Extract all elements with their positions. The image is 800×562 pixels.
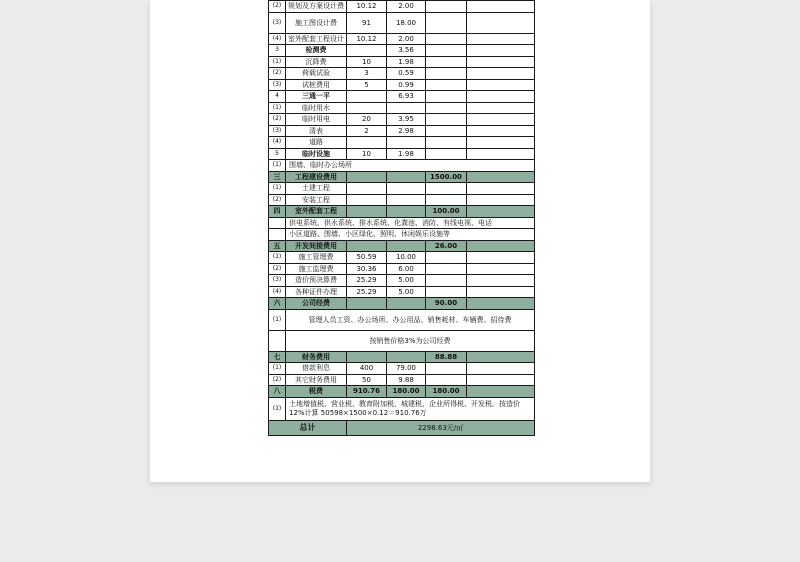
table-cell [467,206,535,218]
cell-amount: 6.93 [387,91,426,103]
row-description: 按销售价格3%为公司经费 [286,330,535,351]
section-title: 税费 [286,386,347,398]
cell-note [467,252,535,264]
cell-subtotal [426,79,467,91]
row-name: 其它财务费用 [286,374,347,386]
table-row [269,286,535,298]
row-number: (2) [269,114,286,126]
cell-subtotal [426,374,467,386]
section-title: 开发间接费用 [286,240,347,252]
table-cell [387,240,426,252]
table-row [269,240,535,252]
cell-amount [387,137,426,149]
row-name: 临时用水 [286,102,347,114]
cell-subtotal [426,275,467,287]
cell-subtotal [426,12,467,33]
cell-amount: 0.99 [387,79,426,91]
cell-note [467,102,535,114]
table-row [269,330,535,351]
row-name: 土建工程 [286,183,347,195]
cell-note [467,183,535,195]
section-number: 七 [269,351,286,363]
cell-quantity: 400 [347,363,387,375]
cell-note [467,125,535,137]
table-cell [467,171,535,183]
cell-subtotal [426,45,467,57]
row-description: 土地增值税、营业税、教育附加税、城建税、企业所得税、开发税。按造价12%计算 50598×1500×0.12＝910.76万 [286,397,535,420]
cell-note [467,68,535,80]
cell-amount: 180.00 [387,386,426,398]
table-row [269,309,535,330]
table-row [269,1,535,13]
row-number: (1) [269,183,286,195]
row-number: (1) [269,252,286,264]
section-subtotal: 88.88 [426,351,467,363]
row-name: 临时设施 [286,148,347,160]
table-row [269,160,535,172]
row-number: (2) [269,374,286,386]
row-number: (2) [269,194,286,206]
table-cell [387,206,426,218]
cell-amount: 3.95 [387,114,426,126]
table-cell [387,351,426,363]
row-number: (1) [269,160,286,172]
table-cell [347,298,387,310]
row-number: (1) [269,363,286,375]
row-number: (4) [269,137,286,149]
cell-note [467,12,535,33]
section-title: 室外配套工程 [286,206,347,218]
table-row [269,252,535,264]
row-number [269,217,286,229]
table-cell [467,298,535,310]
cell-amount: 1.98 [387,56,426,68]
table-row [269,275,535,287]
table-row [269,45,535,57]
row-description: 供电系统、供水系统、排水系统、化粪池、消防、有线电视、电话 [286,217,535,229]
cell-amount [387,102,426,114]
section-subtotal: 26.00 [426,240,467,252]
table-row [269,148,535,160]
cell-note [467,148,535,160]
table-cell [347,240,387,252]
cell-subtotal [426,137,467,149]
section-number: 三 [269,171,286,183]
total-row [269,420,535,435]
section-title: 公司经费 [286,298,347,310]
table-cell [467,351,535,363]
table-row [269,183,535,195]
cell-subtotal [426,263,467,275]
cell-quantity: 25.29 [347,275,387,287]
cell-quantity: 20 [347,114,387,126]
cell-note [467,33,535,45]
cell-quantity: 10.12 [347,1,387,13]
cell-subtotal [426,56,467,68]
cell-quantity [347,194,387,206]
table-cell [467,386,535,398]
row-number: 4 [269,91,286,103]
cell-subtotal [426,102,467,114]
cell-quantity [347,91,387,103]
cell-subtotal [426,114,467,126]
table-row [269,206,535,218]
cell-amount: 10.00 [387,252,426,264]
cell-amount: 9.88 [387,374,426,386]
row-number: (1) [269,56,286,68]
row-name: 施工图设计费 [286,12,347,33]
row-name: 规划及方案设计费 [286,1,347,13]
section-title: 财务费用 [286,351,347,363]
row-number: (2) [269,68,286,80]
cell-quantity [347,183,387,195]
row-number: (1) [269,309,286,330]
row-number: (3) [269,125,286,137]
table-cell [467,240,535,252]
row-number: (2) [269,1,286,13]
table-row [269,229,535,241]
cell-quantity: 910.76 [347,386,387,398]
cost-table [268,0,535,436]
row-name: 清表 [286,125,347,137]
row-number [269,229,286,241]
section-number: 四 [269,206,286,218]
row-number: (3) [269,12,286,33]
table-row [269,298,535,310]
cell-quantity: 30.36 [347,263,387,275]
cell-note [467,114,535,126]
cell-quantity: 50 [347,374,387,386]
cell-quantity [347,137,387,149]
table-row [269,68,535,80]
cell-amount: 0.59 [387,68,426,80]
cell-amount: 6.00 [387,263,426,275]
row-number: 3 [269,45,286,57]
cell-amount: 5.00 [387,286,426,298]
table-row [269,79,535,91]
row-number: (4) [269,286,286,298]
cell-note [467,137,535,149]
cell-amount: 1.98 [387,148,426,160]
section-subtotal: 180.00 [426,386,467,398]
cell-subtotal [426,68,467,80]
cell-note [467,275,535,287]
section-number: 五 [269,240,286,252]
cell-amount: 2.98 [387,125,426,137]
row-name: 三通一平 [286,91,347,103]
table-cell [387,171,426,183]
cell-note [467,263,535,275]
table-row [269,114,535,126]
cell-amount [387,194,426,206]
section-subtotal: 100.00 [426,206,467,218]
row-number: (2) [269,263,286,275]
row-name: 借款利息 [286,363,347,375]
cell-amount: 18.00 [387,12,426,33]
table-cell [347,171,387,183]
cell-note [467,56,535,68]
cell-amount: 79.00 [387,363,426,375]
row-number [269,330,286,351]
row-number: 5 [269,148,286,160]
row-name: 各种证件办理 [286,286,347,298]
cell-quantity: 5 [347,79,387,91]
cell-subtotal [426,252,467,264]
section-number: 八 [269,386,286,398]
table-row [269,33,535,45]
total-value: 2298.63元/㎡ [347,420,535,435]
cell-note [467,286,535,298]
cell-subtotal [426,33,467,45]
cell-subtotal [426,148,467,160]
row-number: (4) [269,33,286,45]
row-name: 施工管理费 [286,252,347,264]
row-number: (3) [269,79,286,91]
table-row [269,194,535,206]
table-row [269,91,535,103]
cell-note [467,91,535,103]
table-cell [387,298,426,310]
cell-quantity: 3 [347,68,387,80]
row-name: 安装工程 [286,194,347,206]
row-description: 小区道路、围墙、小区绿化、照明、休闲娱乐设施等 [286,229,535,241]
cell-subtotal [426,286,467,298]
row-name: 试桩费用 [286,79,347,91]
cell-amount [387,183,426,195]
row-name: 室外配套工程设计 [286,33,347,45]
total-label: 总计 [269,420,347,435]
section-subtotal: 1500.00 [426,171,467,183]
cell-note [467,1,535,13]
section-title: 工程建设费用 [286,171,347,183]
cell-subtotal [426,125,467,137]
row-number: (1) [269,397,286,420]
row-number: (3) [269,275,286,287]
section-subtotal: 90.00 [426,298,467,310]
cell-subtotal [426,183,467,195]
row-name: 荷载试验 [286,68,347,80]
table-row [269,137,535,149]
table-row [269,263,535,275]
table-cell [347,351,387,363]
table-row [269,102,535,114]
row-name: 道路 [286,137,347,149]
cell-note [467,45,535,57]
cell-quantity: 10 [347,148,387,160]
table-cell [347,206,387,218]
cell-quantity: 50.59 [347,252,387,264]
table-row [269,125,535,137]
cell-quantity: 10 [347,56,387,68]
table-row [269,386,535,398]
cell-subtotal [426,91,467,103]
cell-quantity: 25.29 [347,286,387,298]
table-row [269,351,535,363]
cell-quantity: 2 [347,125,387,137]
cell-subtotal [426,194,467,206]
table-row [269,363,535,375]
table-row [269,56,535,68]
row-description: 管理人员工资、办公场所、办公用品、销售耗材、车辆费、招待费 [286,309,535,330]
cell-amount: 2.00 [387,33,426,45]
cell-note [467,194,535,206]
row-name: 检测费 [286,45,347,57]
row-number: (1) [269,102,286,114]
cell-quantity: 91 [347,12,387,33]
table-row [269,12,535,33]
table-row [269,397,535,420]
row-name: 临时用电 [286,114,347,126]
cell-subtotal [426,363,467,375]
cell-quantity: 10.12 [347,33,387,45]
row-name: 造价预决算费 [286,275,347,287]
cell-note [467,363,535,375]
cell-note [467,374,535,386]
cell-quantity [347,45,387,57]
table-row [269,171,535,183]
table-row [269,374,535,386]
row-name: 沉降费 [286,56,347,68]
cell-amount: 2.00 [387,1,426,13]
row-description: 围墙、临时办公场所 [286,160,535,172]
cell-amount: 5.00 [387,275,426,287]
row-name: 施工监理费 [286,263,347,275]
cell-quantity [347,102,387,114]
cell-amount: 3.56 [387,45,426,57]
table-row [269,217,535,229]
cell-subtotal [426,1,467,13]
cell-note [467,79,535,91]
section-number: 六 [269,298,286,310]
